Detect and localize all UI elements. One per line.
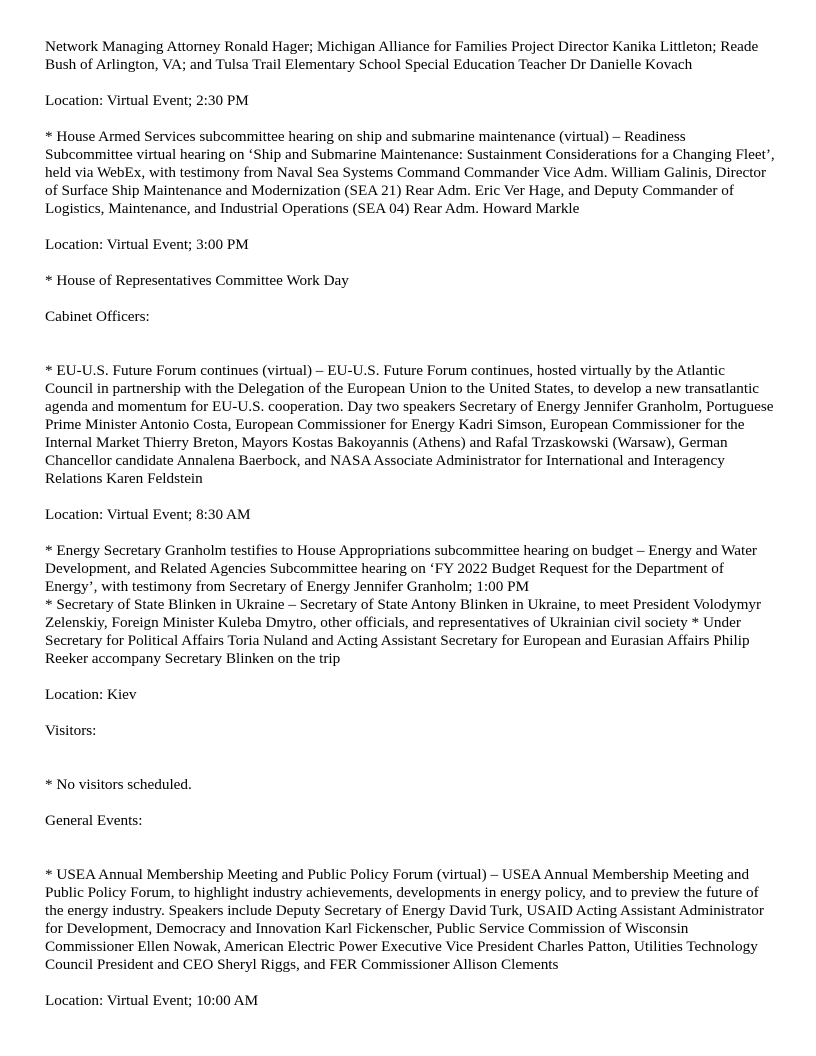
- document-page: [45, 38, 775, 1028]
- event-item: * EU-U.S. Future Forum continues (virtual) – EU-U.S. Future Forum continues, hosted virtually by the Atlantic Council in partnership with the Delegation of the European Union to the United States, to develop a new transatlantic agenda and momentum for EU-U.S. cooperation. Day two speakers Secretary of Energy Jennifer Granholm, Portuguese Prime Minister Antonio Costa, European Commissioner for Energy Kadri Simson, European Commissioner for the Internal Market Thierry Breton, Mayors Kostas Bakoyannis (Athens) and Rafal Trzaskowski (Warsaw), German Chancellor candidate Annalena Baerbock, and NASA Associate Administrator for International and Interagency Relations Karen Feldstein: [45, 362, 774, 487]
- section-gap: [45, 848, 775, 866]
- event-item: * USEA Annual Membership Meeting and Public Policy Forum (virtual) – USEA Annual Membership Meeting and Public Policy Forum, to highlight industry achievements, developments in energy policy, and to preview the future of the energy industry. Speakers include Deputy Secretary of Energy David Turk, USAID Acting Assistant Administrator for Development, Democracy and Innovation Karl Fickenscher, Public Service Commission of Wisconsin Commissioner Ellen Nowak, American Electric Power Executive Vice President Charles Patton, Utilities Technology Council President and CEO Sheryl Riggs, and FER Commissioner Allison Clements: [45, 866, 764, 973]
- section-gap: [45, 758, 775, 776]
- event-item: * House of Representatives Committee Work Day: [45, 272, 349, 289]
- section-heading-general-events: General Events:: [45, 812, 143, 829]
- location-line: Location: Virtual Event; 10:00 AM: [45, 992, 259, 1009]
- event-item: * House Armed Services subcommittee hearing on ship and submarine maintenance (virtual) – Readiness Subcommittee virtual hearing on ‘Ship and Submarine Maintenance: Sustainment Considerations for a Changing Fleet’, held via WebEx, with testimony from Naval Sea Systems Command Commander Vice Adm. William Galinis, Director of Surface Ship Maintenance and Modernization (SEA 21) Rear Adm. Eric Ver Hage, and Deputy Commander of Logistics, Maintenance, and Industrial Operations (SEA 04) Rear Adm. Howard Markle: [45, 128, 775, 217]
- location-line: Location: Virtual Event; 3:00 PM: [45, 236, 249, 253]
- speaker-list-continuation: Network Managing Attorney Ronald Hager; Michigan Alliance for Families Project Director Kanika Littleton; Reade Bush of Arlington, VA; and Tulsa Trail Elementary School Special Education Teacher Dr Danielle Kovach: [45, 38, 759, 73]
- event-item: * No visitors scheduled.: [45, 776, 192, 793]
- location-line: Location: Virtual Event; 2:30 PM: [45, 92, 249, 109]
- section-gap: [45, 344, 775, 362]
- section-heading-visitors: Visitors:: [45, 722, 97, 739]
- location-line: Location: Virtual Event; 8:30 AM: [45, 506, 251, 523]
- section-heading-cabinet-officers: Cabinet Officers:: [45, 308, 150, 325]
- location-line: Location: Kiev: [45, 686, 137, 703]
- event-item: * Energy Secretary Granholm testifies to House Appropriations subcommittee hearing on budget – Energy and Water Development, and Related Agencies Subcommittee hearing on ‘FY 2022 Budget Request for the Department of Energy’, with testimony from Secretary of Energy Jennifer Granholm; 1:00 PM: [45, 542, 757, 595]
- event-item: * Secretary of State Blinken in Ukraine – Secretary of State Antony Blinken in Ukraine, to meet President Volodymyr Zelenskiy, Foreign Minister Kuleba Dmytro, other officials, and representatives of Ukrainian civil society * Under Secretary for Political Affairs Toria Nuland and Acting Assistant Secretary for European and Eurasian Affairs Philip Reeker accompany Secretary Blinken on the trip: [45, 596, 762, 667]
